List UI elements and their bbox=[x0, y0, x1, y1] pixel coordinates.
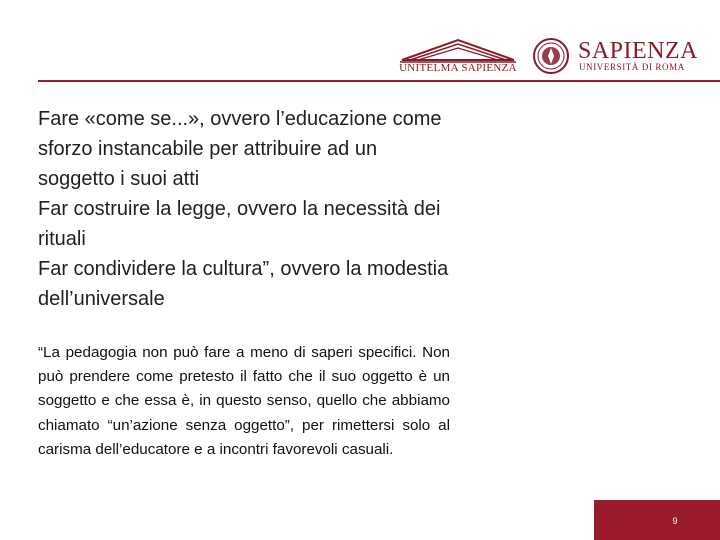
page-number: 9 bbox=[672, 516, 678, 526]
unitelma-sapienza-logo bbox=[396, 36, 520, 80]
sapienza-logo-subtitle: UNIVERSITÀ DI ROMA bbox=[579, 62, 685, 72]
statement-paragraph: Fare «come se...», ovvero l’educazione come sforzo instancabile per attribuire ad un soggetto i suoi atti bbox=[38, 108, 442, 190]
unitelma-roof-icon bbox=[396, 36, 520, 64]
header-divider bbox=[38, 80, 720, 82]
statement-paragraph: Far condividere la cultura”, ovvero la modestia dell’universale bbox=[38, 258, 449, 310]
footer-accent-bar bbox=[594, 500, 720, 540]
main-statements bbox=[38, 104, 458, 314]
statement-paragraph: Far costruire la legge, ovvero la necessità dei rituali bbox=[38, 198, 441, 250]
sapienza-seal-icon bbox=[532, 36, 570, 76]
quote-paragraph: “La pedagogia non può fare a meno di saperi specifici. Non può prendere come pretesto il fatto che il suo oggetto è un soggetto e che essa è, in questo senso, quello che abbiamo chiamato “un’azione senza oggetto”, per rimettersi solo al carisma dell’educatore e a incontri favorevoli casuali. bbox=[38, 344, 450, 458]
sapienza-logo bbox=[532, 36, 699, 80]
unitelma-logo-text: UNITELMA SAPIENZA bbox=[399, 62, 517, 74]
sapienza-logo-name: SAPIENZA bbox=[578, 38, 699, 64]
